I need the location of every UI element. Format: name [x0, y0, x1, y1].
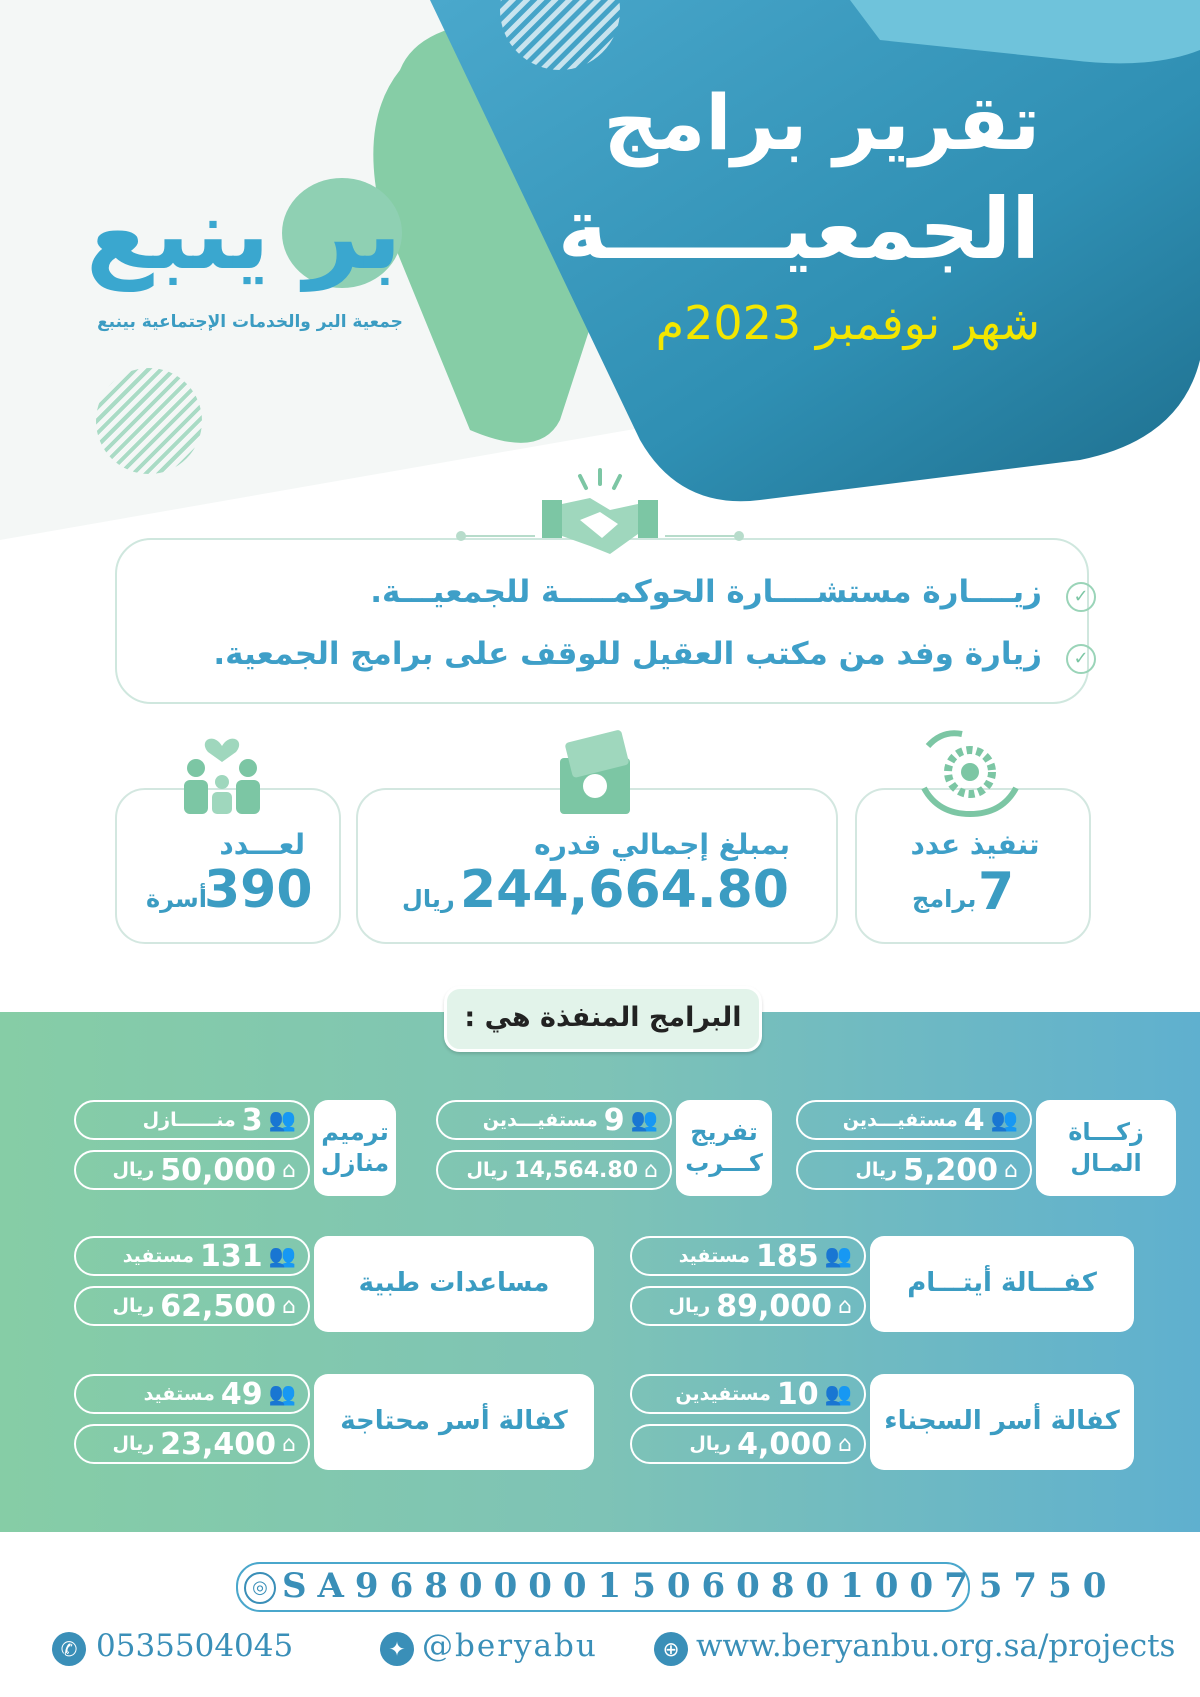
program-count: 131: [199, 1238, 263, 1274]
program-count-pill: [796, 1100, 1032, 1140]
footer-website[interactable]: www.beryanbu.org.sa/projects: [696, 1628, 1176, 1664]
program-name: تفريج كـــرب: [676, 1100, 772, 1196]
money-icon: [556, 728, 634, 818]
wallet-icon: ⌂: [838, 1293, 852, 1319]
bank-icon: ◎: [244, 1572, 276, 1604]
logo-wordmark: بر ينبع: [86, 178, 402, 292]
program-name: مساعدات طبية: [314, 1236, 594, 1332]
program-amount: 4,000: [737, 1426, 833, 1462]
wallet-icon: ⌂: [282, 1157, 296, 1183]
program-currency: ريال: [855, 1159, 898, 1181]
program-count-unit: مستفيـــدين: [482, 1109, 598, 1131]
check-icon: ✓: [1066, 582, 1096, 612]
stat-amount-value: 244,664.80: [460, 860, 789, 920]
program-count-unit: مستفيد: [143, 1383, 215, 1405]
wallet-icon: ⌂: [644, 1157, 658, 1183]
twitter-icon: ✦: [380, 1632, 414, 1666]
footer-phone[interactable]: 0535504045: [96, 1628, 294, 1664]
program-count: 9: [603, 1102, 625, 1138]
stat-families-label: لعـــدد: [219, 828, 305, 861]
program-amount: 5,200: [903, 1152, 999, 1188]
program-amount-pill: [630, 1286, 866, 1326]
wallet-icon: ⌂: [1004, 1157, 1018, 1183]
program-amount-pill: [436, 1150, 672, 1190]
program-amount-pill: [630, 1424, 866, 1464]
program-count-unit: مستفيد: [122, 1245, 194, 1267]
wallet-icon: ⌂: [838, 1431, 852, 1457]
program-currency: ريال: [112, 1433, 155, 1455]
program-count-unit: مستفيـــدين: [842, 1109, 958, 1131]
visit-item-2: زيارة وفد من مكتب العقيل للوقف على برامج الجمعية.: [213, 636, 1042, 672]
program-count-unit: مستفيدين: [675, 1383, 771, 1405]
program-count-pill: [74, 1236, 310, 1276]
hatched-circle-decoration: [96, 368, 202, 474]
program-amount: 62,500: [160, 1288, 277, 1324]
program-amount: 50,000: [160, 1152, 277, 1188]
program-count: 10: [776, 1376, 819, 1412]
people-icon: 👥: [268, 1243, 296, 1269]
program-count-pill: [74, 1100, 310, 1140]
program-name: كفالة أسر محتاجة: [314, 1374, 594, 1470]
people-icon: 👥: [268, 1107, 296, 1133]
program-name: كفـــالة أيتـــام: [870, 1236, 1134, 1332]
stat-programs-label: تنفيذ عدد: [910, 828, 1040, 861]
gear-hands-icon: [918, 728, 1022, 818]
program-count: 49: [220, 1376, 263, 1412]
visit-item-1: زيــــارة مستشــــارة الحوكمـــــة للجمعيـــة.: [370, 574, 1042, 610]
wallet-icon: ⌂: [282, 1431, 296, 1457]
program-currency: ريال: [112, 1295, 155, 1317]
program-amount: 14,564.80: [514, 1157, 639, 1183]
programs-title: البرامج المنفذة هي :: [444, 986, 762, 1052]
program-count-pill: [630, 1236, 866, 1276]
program-amount-pill: [74, 1150, 310, 1190]
family-icon: [178, 728, 266, 816]
stat-programs-unit: برامج: [912, 885, 977, 913]
program-currency: ريال: [112, 1159, 155, 1181]
program-count-pill: [436, 1100, 672, 1140]
program-name: ترميم منازل: [314, 1100, 396, 1196]
program-name: كفالة أسر السجناء: [870, 1374, 1134, 1470]
program-amount-pill: [796, 1150, 1032, 1190]
people-icon: 👥: [990, 1107, 1018, 1133]
stat-families-value: 390: [204, 860, 313, 920]
program-currency: ريال: [689, 1433, 732, 1455]
stat-families-unit: أسرة: [146, 885, 207, 913]
globe-icon: ⊕: [654, 1632, 688, 1666]
program-count-pill: [74, 1374, 310, 1414]
program-amount-pill: [74, 1286, 310, 1326]
stat-amount-label: بمبلغ إجمالي قدره: [534, 828, 790, 861]
program-currency: ريال: [668, 1295, 711, 1317]
people-icon: 👥: [268, 1381, 296, 1407]
stat-amount-unit: ريال: [402, 885, 455, 913]
program-amount-pill: [74, 1424, 310, 1464]
phone-icon: ✆: [52, 1632, 86, 1666]
program-count-pill: [630, 1374, 866, 1414]
program-count: 3: [241, 1102, 263, 1138]
footer-twitter[interactable]: @beryabu: [422, 1628, 598, 1664]
stat-programs-value: 7: [978, 862, 1015, 922]
program-count: 4: [963, 1102, 985, 1138]
program-count-unit: منــــــازل: [142, 1109, 236, 1131]
report-subtitle: شهر نوفمبر 2023م: [655, 296, 1040, 350]
check-icon: ✓: [1066, 644, 1096, 674]
handshake-icon: [540, 468, 660, 564]
program-name: زكـــاة المـال: [1036, 1100, 1176, 1196]
report-title-line2: الجمعيــــــة: [557, 180, 1040, 278]
iban-number: SA9680000150608010075750: [282, 1566, 1118, 1606]
people-icon: 👥: [824, 1381, 852, 1407]
report-title-line1: تقرير برامج: [603, 78, 1040, 167]
people-icon: 👥: [824, 1243, 852, 1269]
program-currency: ريال: [466, 1159, 509, 1181]
logo-subtitle: جمعية البر والخدمات الإجتماعية بينبع: [97, 312, 403, 332]
program-amount: 23,400: [160, 1426, 277, 1462]
people-icon: 👥: [630, 1107, 658, 1133]
program-amount: 89,000: [716, 1288, 833, 1324]
wallet-icon: ⌂: [282, 1293, 296, 1319]
program-count-unit: مستفيد: [678, 1245, 750, 1267]
program-count: 185: [755, 1238, 819, 1274]
